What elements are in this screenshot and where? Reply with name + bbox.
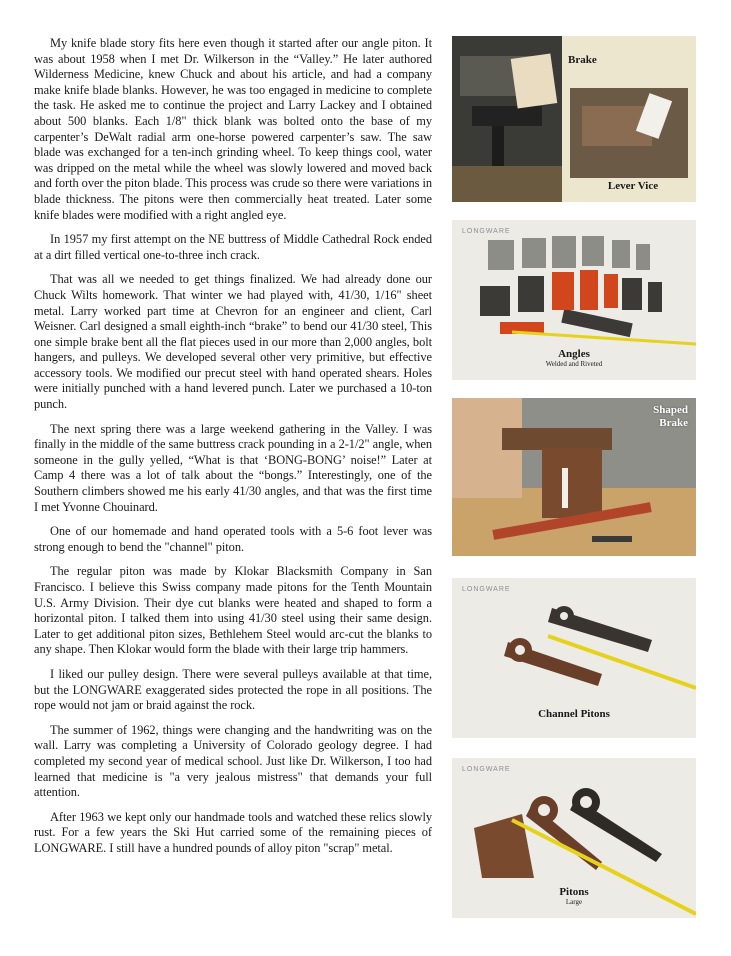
angles-photo: [452, 220, 696, 380]
channel-pitons-caption: Channel Pitons: [538, 708, 610, 720]
angles-subcaption: Welded and Riveted: [545, 360, 603, 368]
pitons-title: Pitons: [559, 886, 589, 898]
angles-title: Angles: [558, 348, 590, 360]
shaped-brake-label: [653, 404, 688, 430]
paragraph-summer-1962: The summer of 1962, things were changing and the handwriting was on the wall. Larry was completing a University of Colorado geology degree. I had completed my second year of medical school. Just like Dr. Wilkerson, I too had learned that medicine is "a very jealous mistress" that demands your full attention.: [34, 722, 432, 800]
lever-vice-caption: Lever Vice: [607, 180, 659, 192]
shaped-label-line2: Brake: [659, 417, 688, 429]
shaped-label-line1: Shaped: [653, 404, 688, 416]
pitons-subcaption: Large: [565, 898, 583, 906]
angles-caption: [452, 348, 696, 368]
brake-photo: [452, 36, 696, 202]
longware-logo: LONGWARE: [462, 586, 511, 593]
shaped-brake-photo: [452, 398, 696, 556]
pitons-caption: [452, 886, 696, 906]
paragraph-after-1963: After 1963 we kept only our handmade tools and watched these relics slowly rust. For a few years the Ski Hut carried some of the remaining pieces of LONGWARE. I still have a hundred pounds of alloy piton "scrap" metal.: [34, 809, 432, 855]
paragraph-homemade-tools: One of our homemade and hand operated tools with a 5-6 foot lever was strong enough to bend the "channel" piton.: [34, 524, 432, 554]
paragraph-next-spring: The next spring there was a large weekend gathering in the Valley. I was finally in the middle of the same buttress crack pounding in a 2-1/2" angle, when someone in the gully yelled, “What is that ‘BONG-BONG’ noise!” Later at Camp 4 there was a lot of talk about the “bongs.” Interestingly, one of the Southern climbers showed me his early 41/30 angles, and that was the first time I met Yvonne Chouinard.: [34, 421, 432, 514]
longware-logo: LONGWARE: [462, 228, 511, 235]
paragraph-knife-blade: My knife blade story fits here even though it started after our angle piton. It was about 1958 when I met Dr. Wilkerson in the “Valley.” He later authored Wilderness Medicine, knew Chuck and about his article, and had a company make knife blade blanks. However, he was too engaged in medicine to complete the task. He asked me to continue the project and Larry Lackey and I obtained about 500 blanks. Each 1/8" thick blank was bolted onto the base of my carpenter’s DeWalt radial arm one-horse powered carpenter’s saw. The saw blade was exchanged for a ten-inch grinding wheel. To keep things cool, water was dripped on the metal while the wheel was slowly lowered and moved back and forth over the piton blade. This process was crude so there were variations in blade thickness. The pitons were then commercially heat treated. Later some knife blades were modified with a right angled eye.: [34, 36, 432, 222]
brake-label: Brake: [568, 54, 597, 66]
article-text: [34, 36, 432, 866]
paragraph-regular-piton: The regular piton was made by Klokar Blacksmith Company in San Francisco. I believe this Swiss company made pitons for the Tenth Mountain U.S. Army Division. Their dye cut blanks were heated and shaped to form a horizontal piton. I talked them into using 41/30 steel using their same design. Later to get additional piton sizes, Bethlehem Steel would arc-cut the blanks to any shape. Then Klokar would form the blade with their large trip hammers.: [34, 564, 432, 657]
paragraph-finalized: That was all we needed to get things finalized. We had already done our Chuck Wilts homework. That winter we had played with, 41/30, 1/16" sheet metal. Larry worked part time at Chevron for an engineer and client, Carl Weisner. Carl designed a small eighth-inch “brake” to bend our 41/30 steel, This one simple brake bent all the flat pieces used in our more than 2,000 angles, bolt hangers, and pulleys. We developed several other very primitive, but effective accessory tools. We modified our precut steel with hand operated shears. Holes were initially punched with a hand levered punch. Later we purchased a 10-ton punch.: [34, 272, 432, 412]
longware-logo: LONGWARE: [462, 766, 511, 773]
channel-pitons-photo: [452, 578, 696, 738]
paragraph-pulley: I liked our pulley design. There were several pulleys available at that time, but the LONGWARE exaggerated sides protected the rope in all positions. The rope would not jam or braid against the rock.: [34, 666, 432, 713]
paragraph-1957-attempt: In 1957 my first attempt on the NE buttress of Middle Cathedral Rock ended at a dirt filled vertical one-to-three inch crack.: [34, 232, 432, 262]
pitons-photo: [452, 758, 696, 918]
